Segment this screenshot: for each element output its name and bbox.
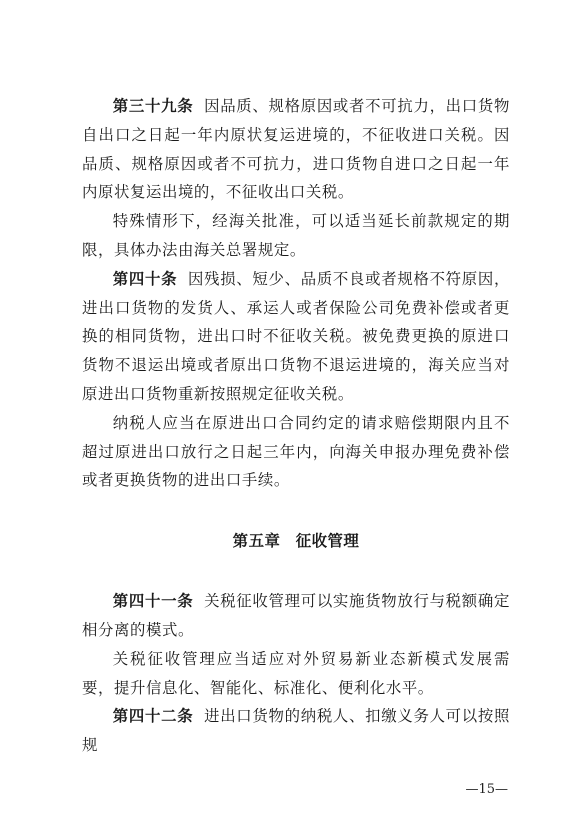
article-39-sub-paragraph: [82, 207, 510, 265]
chapter-title: 征收管理: [295, 532, 360, 551]
page-number: —15—: [465, 782, 508, 797]
chapter-heading: [82, 529, 510, 553]
chapter-number: 第五章: [232, 532, 281, 551]
paragraph-text: 特殊情形下，经海关批准，可以适当延长前款规定的期限，具体办法由海关总署规定。: [82, 212, 510, 259]
article-text: 关税征收管理可以实施货物放行与税额确定相分离的模式。: [82, 592, 510, 639]
article-text: 因残损、短少、品质不良或者规格不符原因，进出口货物的发货人、承运人或者保险公司免费补偿或者更换的相同货物，进出口时不征收关税。被免费更换的原进口货物不退运出境或者原出口货物不退运进境的，海关应当对原进出口货物重新按照规定征收关税。: [82, 269, 510, 403]
document-page: [82, 92, 510, 760]
article-label: 第三十九条: [112, 97, 194, 115]
article-40-sub-paragraph: [82, 409, 510, 495]
paragraph-text: 关税征收管理应当适应对外贸易新业态新模式发展需要，提升信息化、智能化、标准化、便利化水平。: [82, 649, 510, 697]
article-text: 因品质、规格原因或者不可抗力，出口货物自出口之日起一年内原状复运进境的，不征收进口关税。因品质、规格原因或者不可抗力，进口货物自进口之日起一年内原状复运出境的，不征收出口关税。: [82, 97, 510, 202]
article-text: 进出口货物的纳税人、扣缴义务人可以按照规: [82, 707, 510, 755]
paragraph-text: 纳税人应当在原进出口合同约定的请求赔偿期限内且不超过原进出口放行之日起三年内，向海关申报办理免费补偿或者更换货物的进出口手续。: [82, 413, 510, 490]
article-40-paragraph: [82, 265, 510, 409]
article-41-sub-paragraph: [82, 645, 510, 703]
article-label: 第四十一条: [112, 592, 194, 611]
article-label: 第四十条: [112, 269, 178, 288]
article-39-paragraph: [82, 92, 510, 207]
article-label: 第四十二条: [112, 707, 194, 726]
article-42-paragraph: [82, 702, 510, 760]
article-41-paragraph: [82, 587, 510, 645]
